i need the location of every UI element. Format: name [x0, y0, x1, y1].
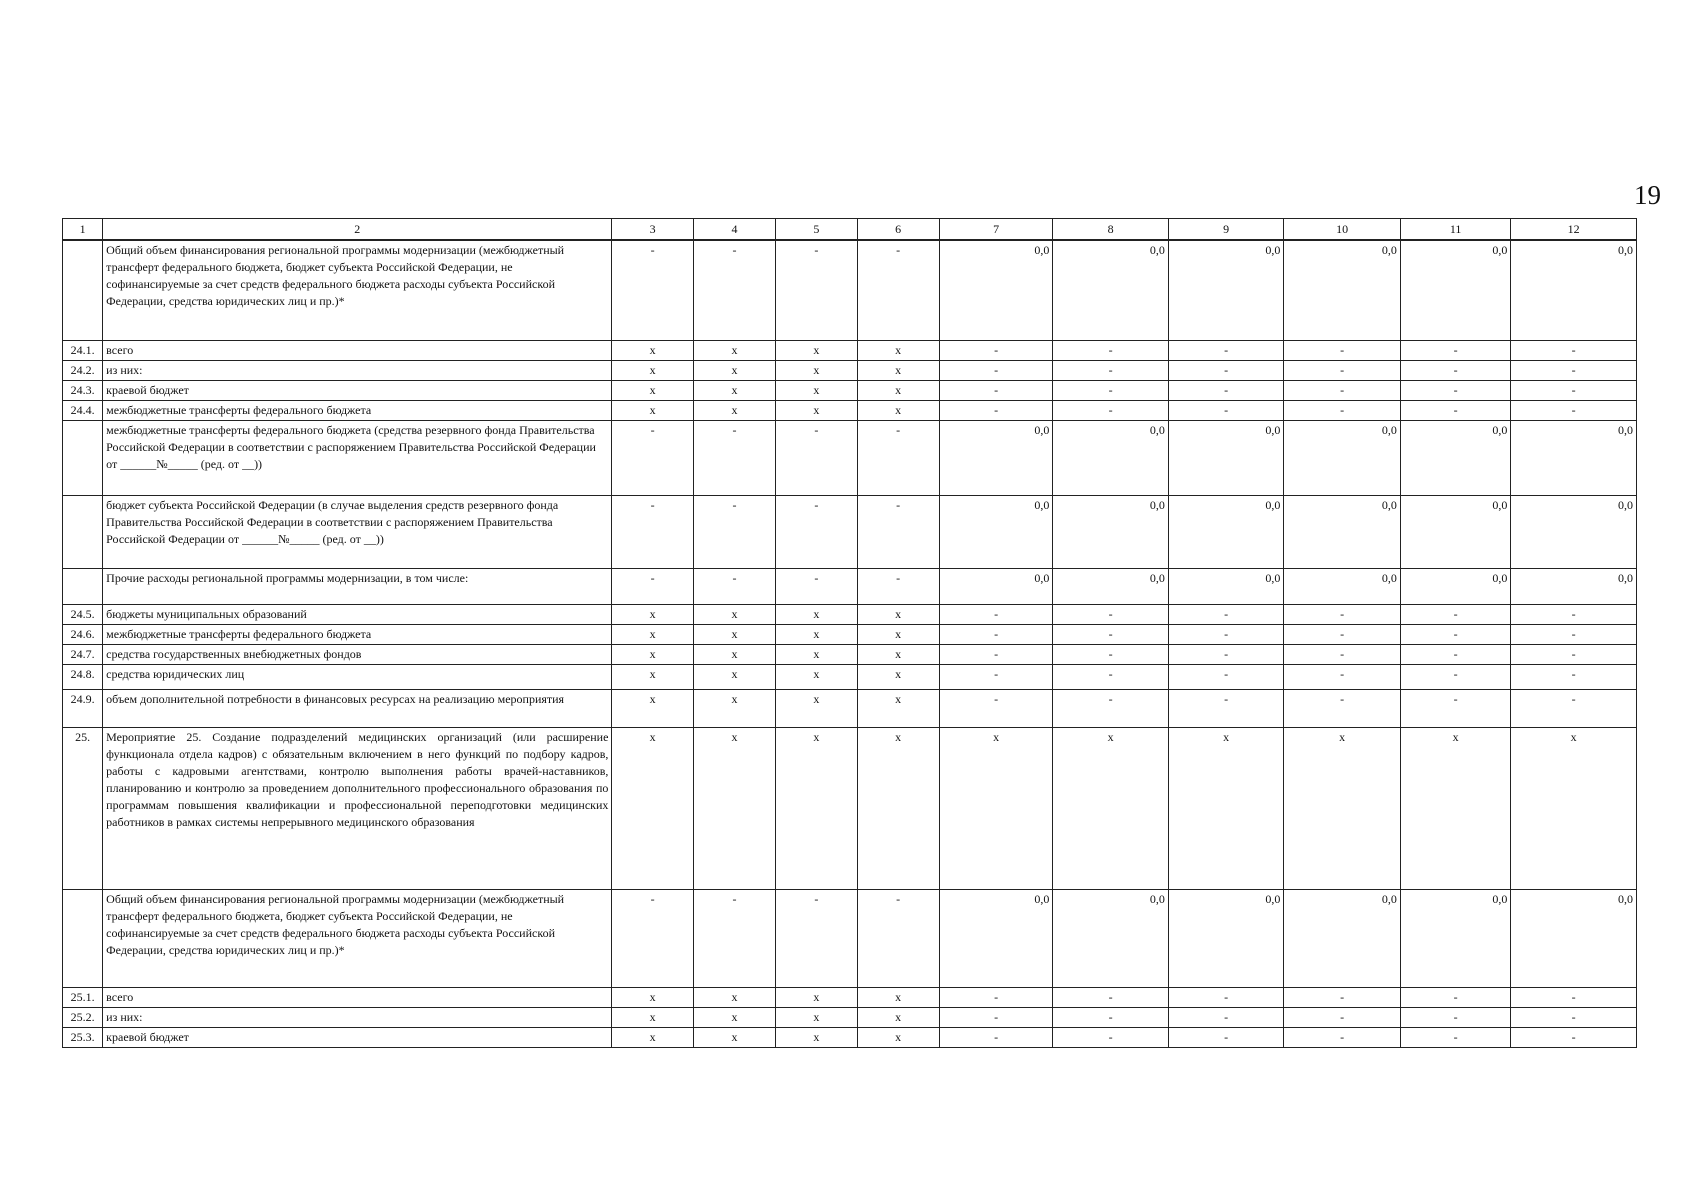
value-cell: - [939, 400, 1053, 420]
value-cell: x [693, 1007, 775, 1027]
value-cell: - [1284, 689, 1401, 727]
value-cell: - [776, 495, 857, 568]
value-cell: - [1284, 1007, 1401, 1027]
table-row [63, 889, 1637, 987]
column-number: 6 [857, 219, 939, 241]
column-number: 12 [1511, 219, 1637, 241]
value-cell: 0,0 [1511, 568, 1637, 604]
value-cell: x [776, 400, 857, 420]
value-cell: - [1511, 1027, 1637, 1047]
value-cell: x [612, 689, 693, 727]
row-description: из них: [103, 360, 612, 380]
value-cell: 0,0 [1284, 420, 1401, 495]
table-row [63, 689, 1637, 727]
column-number: 5 [776, 219, 857, 241]
value-cell: - [1284, 400, 1401, 420]
value-cell: 0,0 [1168, 889, 1284, 987]
value-cell: 0,0 [1400, 889, 1510, 987]
value-cell: 0,0 [1400, 495, 1510, 568]
value-cell: - [1400, 624, 1510, 644]
value-cell: - [776, 240, 857, 340]
value-cell: x [776, 624, 857, 644]
value-cell: x [857, 727, 939, 889]
row-description: Общий объем финансирования региональной программы модернизации (межбюджетный трансферт федерального бюджета, бюджет субъекта Российской Федерации, не софинансируемые за счет средств федерального бюджета расходы субъекта Российской Федерации, средства юридических лиц и пр.)* [103, 889, 612, 987]
value-cell: 0,0 [1284, 495, 1401, 568]
row-description: средства государственных внебюджетных фондов [103, 644, 612, 664]
value-cell: - [1053, 1027, 1169, 1047]
value-cell: x [857, 340, 939, 360]
value-cell: x [776, 1027, 857, 1047]
row-description: всего [103, 340, 612, 360]
table-row [63, 624, 1637, 644]
row-description: средства юридических лиц [103, 664, 612, 689]
value-cell: - [1053, 987, 1169, 1007]
row-number: 25.3. [63, 1027, 103, 1047]
value-cell: - [939, 360, 1053, 380]
value-cell: x [693, 360, 775, 380]
row-description: бюджеты муниципальных образований [103, 604, 612, 624]
column-number: 11 [1400, 219, 1510, 241]
financing-table [62, 218, 1637, 1048]
value-cell: 0,0 [939, 889, 1053, 987]
value-cell: - [1053, 604, 1169, 624]
value-cell: x [776, 1007, 857, 1027]
value-cell: - [1168, 1007, 1284, 1027]
table-row [63, 420, 1637, 495]
table-row [63, 340, 1637, 360]
value-cell: - [939, 1027, 1053, 1047]
value-cell: - [693, 420, 775, 495]
value-cell: - [1053, 624, 1169, 644]
value-cell: 0,0 [1168, 420, 1284, 495]
row-description: из них: [103, 1007, 612, 1027]
value-cell: x [1511, 727, 1637, 889]
value-cell: - [1400, 689, 1510, 727]
row-description: объем дополнительной потребности в финансовых ресурсах на реализацию мероприятия [103, 689, 612, 727]
value-cell: - [1168, 987, 1284, 1007]
row-description: Прочие расходы региональной программы модернизации, в том числе: [103, 568, 612, 604]
value-cell: x [612, 644, 693, 664]
value-cell: x [612, 340, 693, 360]
value-cell: - [1168, 360, 1284, 380]
value-cell: x [693, 380, 775, 400]
value-cell: x [693, 624, 775, 644]
value-cell: 0,0 [1511, 495, 1637, 568]
value-cell: x [693, 604, 775, 624]
value-cell: x [776, 604, 857, 624]
value-cell: - [1511, 624, 1637, 644]
value-cell: - [857, 568, 939, 604]
value-cell: 0,0 [1053, 568, 1169, 604]
value-cell: - [1053, 664, 1169, 689]
value-cell: x [612, 604, 693, 624]
table-row [63, 664, 1637, 689]
value-cell: x [857, 689, 939, 727]
row-number: 24.7. [63, 644, 103, 664]
row-number [63, 420, 103, 495]
row-description: Мероприятие 25. Создание подразделений медицинских организаций (или расширение функционала отдела кадров) с обязательным включением в него функций по подбору кадров, работы с кадровыми агентствами, контролю выполнения работы врачей-наставников, планированию и контролю за проведением дополнительного профессионального образования по программам повышения квалификации и профессиональной переподготовки медицинских работников в рамках системы непрерывного медицинского образования [103, 727, 612, 889]
value-cell: - [1284, 987, 1401, 1007]
value-cell: - [1168, 1027, 1284, 1047]
row-number: 25. [63, 727, 103, 889]
value-cell: 0,0 [1053, 240, 1169, 340]
value-cell: - [857, 240, 939, 340]
table-row [63, 380, 1637, 400]
table-row [63, 568, 1637, 604]
value-cell: - [612, 420, 693, 495]
value-cell: - [1400, 604, 1510, 624]
value-cell: x [939, 727, 1053, 889]
row-number: 24.5. [63, 604, 103, 624]
column-number: 1 [63, 219, 103, 241]
value-cell: - [693, 240, 775, 340]
row-number: 24.8. [63, 664, 103, 689]
value-cell: - [939, 689, 1053, 727]
value-cell: - [1511, 360, 1637, 380]
row-number: 24.2. [63, 360, 103, 380]
value-cell: - [1284, 340, 1401, 360]
column-number-header-row [63, 219, 1637, 241]
value-cell: - [1511, 644, 1637, 664]
value-cell: x [693, 987, 775, 1007]
value-cell: x [857, 624, 939, 644]
value-cell: - [1284, 604, 1401, 624]
value-cell: - [612, 568, 693, 604]
value-cell: - [1284, 360, 1401, 380]
value-cell: 0,0 [1168, 568, 1284, 604]
column-number: 4 [693, 219, 775, 241]
value-cell: - [1400, 644, 1510, 664]
value-cell: x [776, 689, 857, 727]
value-cell: - [1284, 1027, 1401, 1047]
value-cell: x [693, 400, 775, 420]
value-cell: - [939, 340, 1053, 360]
value-cell: x [857, 1027, 939, 1047]
value-cell: - [612, 889, 693, 987]
value-cell: x [1053, 727, 1169, 889]
value-cell: x [612, 987, 693, 1007]
column-number: 3 [612, 219, 693, 241]
value-cell: 0,0 [1284, 240, 1401, 340]
column-number: 8 [1053, 219, 1169, 241]
row-description: Общий объем финансирования региональной программы модернизации (межбюджетный трансферт федерального бюджета, бюджет субъекта Российской Федерации, не софинансируемые за счет средств федерального бюджета расходы субъекта Российской Федерации, средства юридических лиц и пр.)* [103, 240, 612, 340]
value-cell: x [857, 400, 939, 420]
value-cell: - [612, 495, 693, 568]
row-number: 25.1. [63, 987, 103, 1007]
value-cell: - [1284, 380, 1401, 400]
value-cell: - [939, 624, 1053, 644]
value-cell: 0,0 [939, 240, 1053, 340]
value-cell: - [1400, 360, 1510, 380]
value-cell: - [1511, 400, 1637, 420]
row-description: краевой бюджет [103, 1027, 612, 1047]
table-row [63, 1007, 1637, 1027]
value-cell: - [939, 604, 1053, 624]
table-row [63, 495, 1637, 568]
row-number [63, 568, 103, 604]
value-cell: - [939, 1007, 1053, 1027]
value-cell: - [1053, 1007, 1169, 1027]
value-cell: - [1168, 380, 1284, 400]
value-cell: - [1053, 400, 1169, 420]
row-description: межбюджетные трансферты федерального бюджета [103, 624, 612, 644]
column-number: 2 [103, 219, 612, 241]
value-cell: 0,0 [939, 420, 1053, 495]
row-number: 24.9. [63, 689, 103, 727]
value-cell: - [1400, 380, 1510, 400]
value-cell: x [857, 987, 939, 1007]
value-cell: x [612, 664, 693, 689]
row-number [63, 889, 103, 987]
table-row [63, 604, 1637, 624]
value-cell: - [1168, 689, 1284, 727]
row-description: межбюджетные трансферты федерального бюджета [103, 400, 612, 420]
value-cell: - [1168, 624, 1284, 644]
row-number: 25.2. [63, 1007, 103, 1027]
value-cell: - [1400, 1007, 1510, 1027]
value-cell: - [1511, 380, 1637, 400]
value-cell: x [693, 644, 775, 664]
value-cell: - [693, 889, 775, 987]
table-row [63, 360, 1637, 380]
value-cell: x [1168, 727, 1284, 889]
value-cell: 0,0 [1284, 568, 1401, 604]
value-cell: - [776, 420, 857, 495]
value-cell: x [612, 624, 693, 644]
value-cell: - [1053, 340, 1169, 360]
value-cell: - [1168, 340, 1284, 360]
value-cell: 0,0 [1168, 495, 1284, 568]
value-cell: 0,0 [1400, 420, 1510, 495]
value-cell: - [1400, 1027, 1510, 1047]
value-cell: - [1053, 380, 1169, 400]
value-cell: 0,0 [1511, 420, 1637, 495]
value-cell: - [1284, 644, 1401, 664]
value-cell: - [1168, 644, 1284, 664]
value-cell: x [776, 664, 857, 689]
table-row [63, 987, 1637, 1007]
table-row [63, 1027, 1637, 1047]
value-cell: - [939, 987, 1053, 1007]
column-number: 9 [1168, 219, 1284, 241]
table-row [63, 727, 1637, 889]
value-cell: x [776, 727, 857, 889]
value-cell: - [939, 664, 1053, 689]
value-cell: x [693, 1027, 775, 1047]
row-number: 24.4. [63, 400, 103, 420]
value-cell: - [1511, 340, 1637, 360]
value-cell: 0,0 [1400, 240, 1510, 340]
value-cell: - [1284, 664, 1401, 689]
row-number: 24.3. [63, 380, 103, 400]
value-cell: x [857, 380, 939, 400]
row-number: 24.1. [63, 340, 103, 360]
value-cell: x [612, 360, 693, 380]
value-cell: - [1053, 689, 1169, 727]
value-cell: - [1400, 987, 1510, 1007]
table-row [63, 240, 1637, 340]
value-cell: x [693, 689, 775, 727]
value-cell: 0,0 [939, 495, 1053, 568]
value-cell: - [1284, 624, 1401, 644]
value-cell: x [776, 360, 857, 380]
row-description: всего [103, 987, 612, 1007]
value-cell: - [693, 495, 775, 568]
value-cell: x [612, 380, 693, 400]
value-cell: 0,0 [1511, 889, 1637, 987]
value-cell: 0,0 [1053, 889, 1169, 987]
value-cell: - [776, 889, 857, 987]
value-cell: - [612, 240, 693, 340]
value-cell: - [939, 380, 1053, 400]
value-cell: x [857, 644, 939, 664]
value-cell: x [693, 727, 775, 889]
value-cell: - [1511, 664, 1637, 689]
value-cell: - [1400, 340, 1510, 360]
value-cell: - [857, 420, 939, 495]
value-cell: - [857, 495, 939, 568]
row-number [63, 240, 103, 340]
value-cell: x [776, 987, 857, 1007]
value-cell: x [857, 1007, 939, 1027]
value-cell: - [1511, 987, 1637, 1007]
table-row [63, 400, 1637, 420]
value-cell: - [857, 889, 939, 987]
value-cell: x [776, 644, 857, 664]
value-cell: 0,0 [1511, 240, 1637, 340]
value-cell: 0,0 [1168, 240, 1284, 340]
value-cell: - [1511, 689, 1637, 727]
row-number [63, 495, 103, 568]
value-cell: 0,0 [1053, 495, 1169, 568]
row-description: бюджет субъекта Российской Федерации (в случае выделения средств резервного фонда Правительства Российской Федерации в соответствии с распоряжением Правительства Российской Федерации от ______№_____ (ред. от __)) [103, 495, 612, 568]
value-cell: - [776, 568, 857, 604]
column-number: 7 [939, 219, 1053, 241]
column-number: 10 [1284, 219, 1401, 241]
table-row [63, 644, 1637, 664]
page-number: 19 [1634, 180, 1661, 210]
value-cell: x [857, 604, 939, 624]
value-cell: - [1053, 644, 1169, 664]
value-cell: - [939, 644, 1053, 664]
row-description: межбюджетные трансферты федерального бюджета (средства резервного фонда Правительства Российской Федерации в соответствии с распоряжением Правительства Российской Федерации от ______№_____ (ред. от __)) [103, 420, 612, 495]
value-cell: 0,0 [1053, 420, 1169, 495]
value-cell: x [693, 664, 775, 689]
value-cell: x [857, 360, 939, 380]
value-cell: - [1053, 360, 1169, 380]
value-cell: x [612, 1027, 693, 1047]
value-cell: - [1400, 400, 1510, 420]
value-cell: x [612, 400, 693, 420]
value-cell: - [1168, 664, 1284, 689]
value-cell: - [1511, 604, 1637, 624]
value-cell: x [612, 1007, 693, 1027]
value-cell: - [1168, 400, 1284, 420]
value-cell: - [693, 568, 775, 604]
value-cell: 0,0 [1400, 568, 1510, 604]
value-cell: 0,0 [1284, 889, 1401, 987]
value-cell: x [1400, 727, 1510, 889]
row-description: краевой бюджет [103, 380, 612, 400]
value-cell: 0,0 [939, 568, 1053, 604]
row-number: 24.6. [63, 624, 103, 644]
value-cell: x [693, 340, 775, 360]
value-cell: x [857, 664, 939, 689]
value-cell: - [1400, 664, 1510, 689]
value-cell: x [776, 380, 857, 400]
value-cell: x [1284, 727, 1401, 889]
value-cell: - [1511, 1007, 1637, 1027]
value-cell: x [612, 727, 693, 889]
value-cell: x [776, 340, 857, 360]
value-cell: - [1168, 604, 1284, 624]
